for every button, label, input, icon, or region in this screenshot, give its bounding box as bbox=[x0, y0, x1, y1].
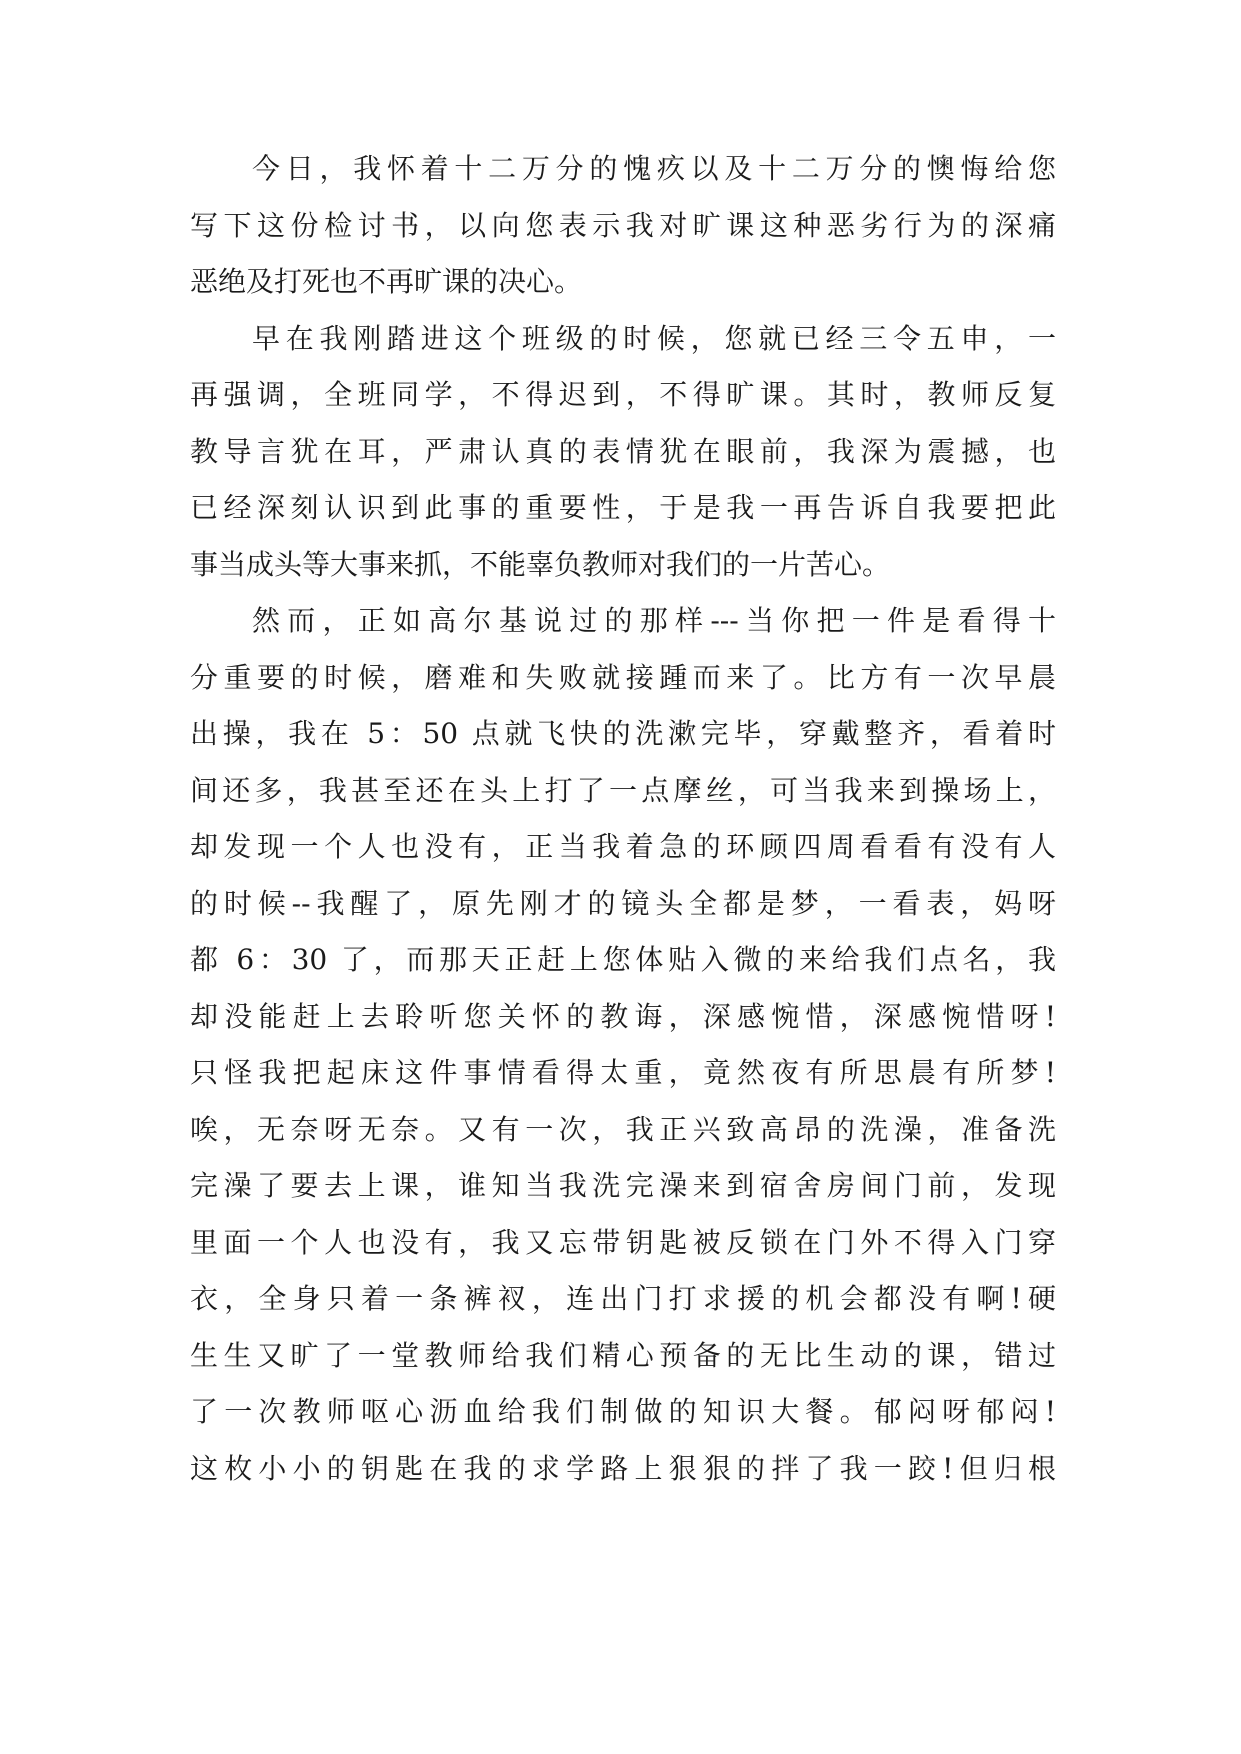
paragraph-2-line-3: 教导言犹在耳，严肃认真的表情犹在眼前，我深为震撼，也 bbox=[190, 434, 1056, 468]
paragraph-1-line-1: 今日，我怀着十二万分的愧疚以及十二万分的懊悔给您 bbox=[252, 152, 1056, 185]
paragraph-3-line-3: 出操，我在 5：50 点就飞快的洗漱完毕，穿戴整齐，看着时 bbox=[190, 717, 1056, 750]
paragraph-2-line-2: 再强调，全班同学，不得迟到，不得旷课。其时，教师反复 bbox=[190, 378, 1056, 411]
paragraph-1-line-2: 写下这份检讨书，以向您表示我对旷课这种恶劣行为的深痛 bbox=[190, 208, 1056, 242]
paragraph-3-line-11: 完澡了要去上课，谁知当我洗完澡来到宿舍房间门前，发现 bbox=[190, 1169, 1056, 1202]
paragraph-3-line-6: 的时候--我醒了，原先刚才的镜头全都是梦，一看表，妈呀 bbox=[190, 886, 1056, 920]
paragraph-3-line-2: 分重要的时候，磨难和失败就接踵而来了。比方有一次早晨 bbox=[190, 660, 1056, 694]
paragraph-3-line-4: 间还多，我甚至还在头上打了一点摩丝，可当我来到操场上， bbox=[190, 773, 1056, 807]
paragraph-3-line-7: 都 6：30 了，而那天正赶上您体贴入微的来给我们点名，我 bbox=[190, 943, 1056, 976]
document-body bbox=[190, 141, 1056, 1497]
paragraph-3-line-16: 这枚小小的钥匙在我的求学路上狠狠的拌了我一跤!但归根 bbox=[190, 1451, 1056, 1485]
paragraph-3-line-1: 然而，正如高尔基说过的那样---当你把一件是看得十 bbox=[252, 604, 1056, 637]
paragraph-3-line-14: 生生又旷了一堂教师给我们精心预备的无比生动的课，错过 bbox=[190, 1338, 1056, 1372]
paragraph-2-line-4: 已经深刻认识到此事的重要性，于是我一再告诉自我要把此 bbox=[190, 491, 1056, 524]
paragraph-2-line-1: 早在我刚踏进这个班级的时候，您就已经三令五申，一 bbox=[252, 321, 1056, 355]
paragraph-3-line-12: 里面一个人也没有，我又忘带钥匙被反锁在门外不得入门穿 bbox=[190, 1225, 1056, 1259]
paragraph-3-line-9: 只怪我把起床这件事情看得太重，竟然夜有所思晨有所梦! bbox=[190, 1056, 1056, 1089]
paragraph-3-line-15: 了一次教师呕心沥血给我们制做的知识大餐。郁闷呀郁闷! bbox=[190, 1395, 1056, 1428]
paragraph-3-line-10: 唉，无奈呀无奈。又有一次，我正兴致高昂的洗澡，准备洗 bbox=[190, 1112, 1056, 1146]
paragraph-1-line-3: 恶绝及打死也不再旷课的决心。 bbox=[190, 265, 583, 298]
paragraph-3-line-5: 却发现一个人也没有，正当我着急的环顾四周看看有没有人 bbox=[190, 830, 1056, 863]
paragraph-2-line-5: 事当成头等大事来抓，不能辜负教师对我们的一片苦心。 bbox=[190, 547, 891, 581]
paragraph-3-line-13: 衣，全身只着一条裤衩，连出门打求援的机会都没有啊!硬 bbox=[190, 1282, 1056, 1315]
paragraph-3-line-8: 却没能赶上去聆听您关怀的教诲，深感惋惜，深感惋惜呀! bbox=[190, 999, 1056, 1033]
